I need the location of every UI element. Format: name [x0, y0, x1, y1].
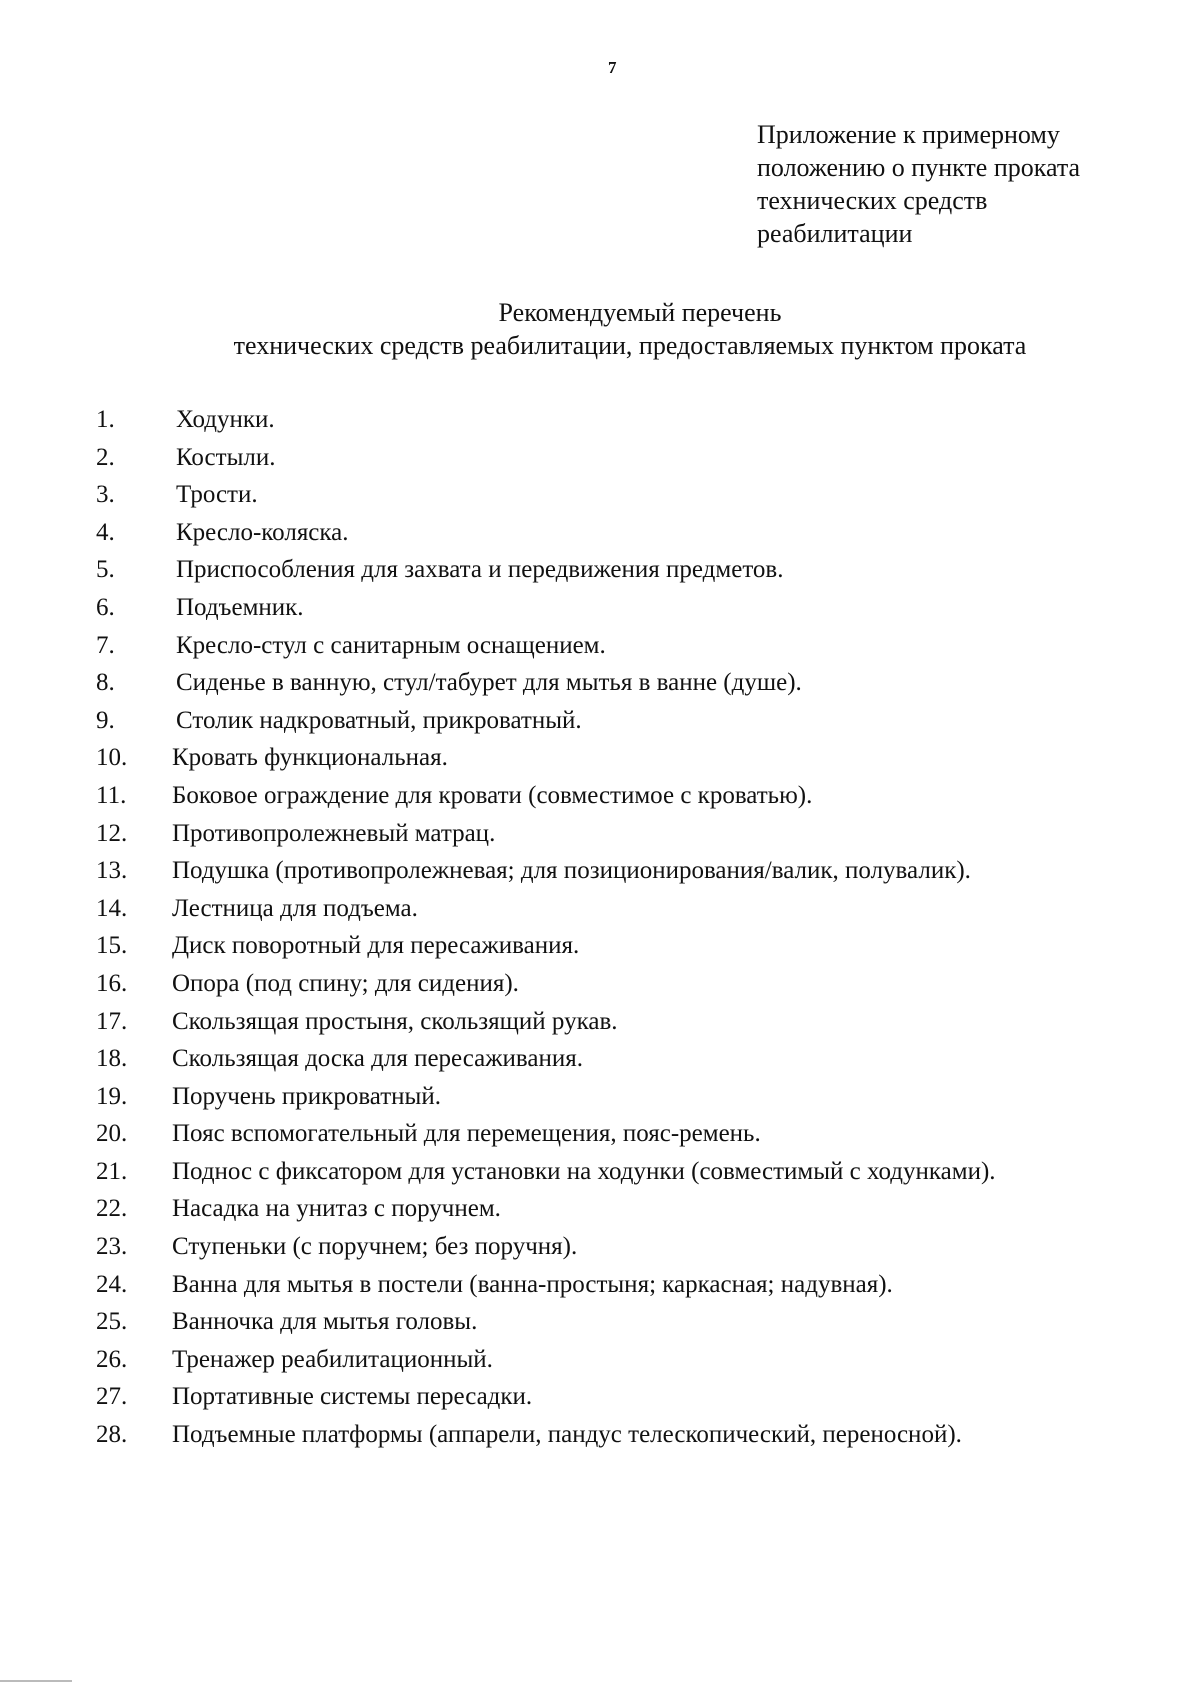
list-item	[0, 589, 1200, 627]
list-item	[0, 1416, 1200, 1454]
list-item-text: Ходунки.	[176, 406, 275, 433]
list-item	[0, 476, 1200, 514]
list-item	[0, 1078, 1200, 1116]
list-item-text: Кресло-коляска.	[176, 518, 349, 546]
list-item-number: 16.	[96, 969, 128, 997]
list-item-number: 9.	[96, 706, 115, 734]
list-item-number: 17.	[96, 1007, 128, 1035]
list-item-number: 8.	[96, 669, 115, 697]
list-item-text: Боковое ограждение для кровати (совместимое с кроватью).	[172, 781, 813, 809]
list-item-text: Тренажер реабилитационный.	[172, 1345, 493, 1373]
list-item-text: Подъемные платформы (аппарели, пандус телескопический, переносной).	[172, 1421, 962, 1449]
list-item-text: Лестница для подъема.	[172, 894, 418, 922]
list-item-text: Поручень прикроватный.	[172, 1082, 441, 1110]
list-item-number: 24.	[96, 1270, 128, 1298]
list-item-text: Ванна для мытья в постели (ванна-простыня; каркасная; надувная).	[172, 1270, 893, 1298]
list-item-text: Подушка (противопролежневая; для позиционирования/валик, полувалик).	[172, 857, 971, 885]
list-item-text: Костыли.	[176, 443, 276, 471]
list-item-text: Приспособления для захвата и передвижения предметов.	[176, 556, 784, 584]
list-item	[0, 401, 1200, 439]
list-item-text: Кресло-стул с санитарным оснащением.	[176, 631, 606, 659]
list-item	[0, 815, 1200, 853]
list-item	[0, 739, 1200, 777]
list-item-number: 27.	[96, 1383, 128, 1411]
list-item-number: 13.	[96, 857, 128, 885]
list-item-number: 5.	[96, 556, 115, 584]
list-item-text: Столик надкроватный, прикроватный.	[176, 706, 582, 734]
list-item-number: 3.	[96, 481, 115, 509]
appendix-note	[757, 118, 1157, 250]
document-title	[0, 296, 1200, 362]
list-item	[0, 1003, 1200, 1041]
list-item-number: 7.	[96, 631, 115, 659]
list-item	[0, 965, 1200, 1003]
list-item	[0, 627, 1200, 665]
list-item	[0, 664, 1200, 702]
list-item	[0, 1341, 1200, 1379]
list-item	[0, 439, 1200, 477]
list-item-text: Скользящая простыня, скользящий рукав.	[172, 1007, 618, 1035]
list-item	[0, 1378, 1200, 1416]
list-item	[0, 1266, 1200, 1304]
title-line-2: технических средств реабилитации, предоставляемых пунктом проката	[233, 331, 1027, 360]
appendix-line: Приложение к примерному	[757, 120, 1060, 149]
list-item-number: 22.	[96, 1195, 128, 1223]
list-item-number: 6.	[96, 593, 115, 621]
list-item	[0, 1190, 1200, 1228]
list-item-number: 2.	[96, 443, 115, 471]
list-item	[0, 1303, 1200, 1341]
list-item-text: Пояс вспомогательный для перемещения, пояс-ремень.	[172, 1120, 761, 1148]
list-item-text: Диск поворотный для пересаживания.	[172, 932, 580, 960]
list-item-number: 23.	[96, 1233, 128, 1261]
list-item-number: 11.	[96, 781, 127, 809]
page-number: 7	[608, 58, 617, 77]
list-item	[0, 1040, 1200, 1078]
list-item-number: 25.	[96, 1308, 128, 1336]
list-item	[0, 852, 1200, 890]
list-item	[0, 514, 1200, 552]
appendix-line: технических средств	[757, 186, 988, 215]
title-line-1: Рекомендуемый перечень	[498, 298, 782, 327]
list-item	[0, 1115, 1200, 1153]
list-item-text: Подъемник.	[176, 593, 304, 621]
list-item-text: Трости.	[176, 481, 258, 509]
list-item-number: 1.	[96, 406, 115, 433]
list-item-text: Кровать функциональная.	[172, 744, 448, 772]
list-item-number: 10.	[96, 744, 128, 772]
equipment-list	[0, 401, 1200, 1454]
list-item-number: 15.	[96, 932, 128, 960]
list-item	[0, 777, 1200, 815]
list-item-number: 21.	[96, 1157, 128, 1185]
list-item-text: Противопролежневый матрац.	[172, 819, 496, 847]
list-item-number: 28.	[96, 1421, 128, 1449]
appendix-line: положению о пункте проката	[757, 153, 1081, 182]
list-item-text: Портативные системы пересадки.	[172, 1383, 533, 1411]
list-item	[0, 702, 1200, 740]
list-item-text: Сиденье в ванную, стул/табурет для мытья в ванне (душе).	[176, 669, 802, 697]
list-item-text: Ванночка для мытья головы.	[172, 1308, 478, 1336]
list-item	[0, 1228, 1200, 1266]
list-item-number: 20.	[96, 1120, 128, 1148]
list-item-text: Насадка на унитаз с поручнем.	[172, 1195, 501, 1223]
list-item-number: 4.	[96, 518, 115, 546]
list-item-number: 12.	[96, 819, 128, 847]
appendix-line: реабилитации	[757, 219, 913, 248]
list-item-number: 19.	[96, 1082, 128, 1110]
list-item-text: Опора (под спину; для сидения).	[172, 969, 519, 997]
list-item-text: Ступеньки (с поручнем; без поручня).	[172, 1233, 578, 1261]
list-item-number: 18.	[96, 1045, 128, 1073]
list-item-text: Скользящая доска для пересаживания.	[172, 1045, 583, 1073]
list-item-text: Поднос с фиксатором для установки на ходунки (совместимый с ходунками).	[172, 1157, 996, 1185]
list-item	[0, 1153, 1200, 1191]
list-item-number: 14.	[96, 894, 128, 922]
footer-rule	[0, 1680, 72, 1682]
list-item	[0, 890, 1200, 928]
list-item	[0, 927, 1200, 965]
list-item	[0, 551, 1200, 589]
list-item-number: 26.	[96, 1345, 128, 1373]
